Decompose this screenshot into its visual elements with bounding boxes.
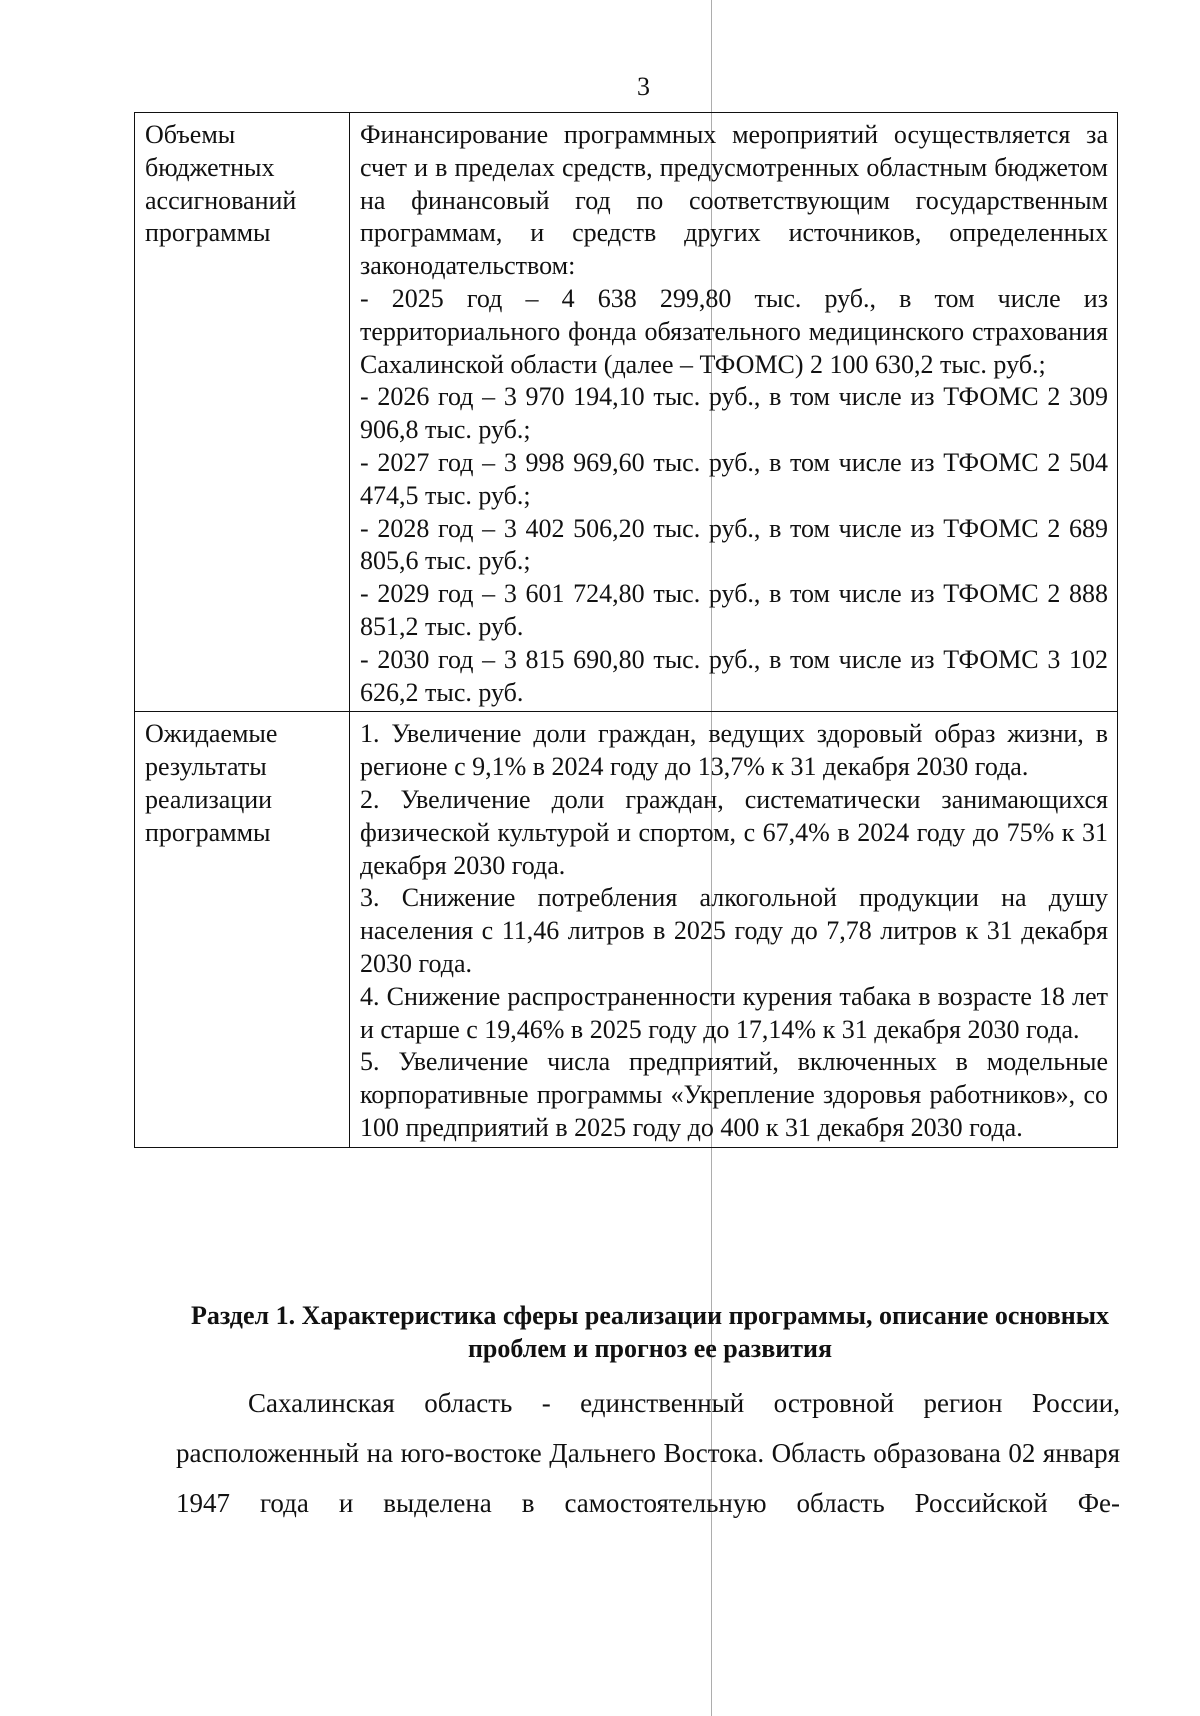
result-item: 4. Снижение распространенности курения табака в возрасте 18 лет и старше с 19,46% в 2025 году до 17,14% к 31 декабря 2030 года. xyxy=(360,981,1108,1044)
budget-year-2028: - 2028 год – 3 402 506,20 тыс. руб., в том числе из ТФОМС 2 689 805,6 тыс. руб.; xyxy=(360,513,1108,576)
budget-intro: Финансирование программных мероприятий осуществляется за счет и в пределах средств, предусмотренных областным бюджетом на финансовый год по соответствующим государственным программам, и средств других источников, определенных законодательством: xyxy=(360,120,1108,281)
budget-year-2025: - 2025 год – 4 638 299,80 тыс. руб., в том числе из территориального фонда обязательного медицинского страхования Сахалинской области (далее – ТФОМС) 2 100 630,2 тыс. руб.; xyxy=(360,283,1108,379)
budget-label: Объемы бюджетных ассигнований программы xyxy=(135,113,350,712)
table-row-budget xyxy=(135,113,1118,712)
budget-value xyxy=(350,113,1118,712)
budget-year-2030: - 2030 год – 3 815 690,80 тыс. руб., в том числе из ТФОМС 3 102 626,2 тыс. руб. xyxy=(360,644,1108,707)
result-item: 1. Увеличение доли граждан, ведущих здоровый образ жизни, в регионе с 9,1% в 2024 году до 13,7% к 31 декабря 2030 года. xyxy=(360,719,1108,782)
budget-year-2029: - 2029 год – 3 601 724,80 тыс. руб., в том числе из ТФОМС 2 888 851,2 тыс. руб. xyxy=(360,579,1108,641)
results-label: Ожидаемые результаты реализации программы xyxy=(135,712,350,1147)
table-row-results xyxy=(135,712,1118,1147)
section-title: Раздел 1. Характеристика сферы реализации программы, описание основных проблем и прогноз ее развития xyxy=(190,1301,1110,1363)
budget-year-2026: - 2026 год – 3 970 194,10 тыс. руб., в том числе из ТФОМС 2 309 906,8 тыс. руб.; xyxy=(360,382,1108,445)
section-paragraph: Сахалинская область - единственный островной регион России, расположенный на юго-востоке Дальнего Востока. Область образована 02 января 1947 года и выделена в самостоятельную область Российской Фе- xyxy=(176,1388,1120,1518)
program-passport-table xyxy=(134,112,1118,1148)
budget-year-2027: - 2027 год – 3 998 969,60 тыс. руб., в том числе из ТФОМС 2 504 474,5 тыс. руб.; xyxy=(360,447,1108,510)
result-item: 2. Увеличение доли граждан, систематически занимающихся физической культурой и спортом, с 67,4% в 2024 году до 75% к 31 декабря 2030 года. xyxy=(360,784,1108,880)
page-number: 3 xyxy=(637,72,650,101)
results-value xyxy=(350,712,1118,1147)
result-item: 3. Снижение потребления алкогольной продукции на душу населения с 11,46 литров в 2025 году до 7,78 литров к 31 декабря 2030 года. xyxy=(360,883,1108,978)
result-item: 5. Увеличение числа предприятий, включенных в модельные корпоративные программы «Укрепление здоровья работников», со 100 предприятий в 2025 году до 400 к 31 декабря 2030 года. xyxy=(360,1047,1108,1142)
